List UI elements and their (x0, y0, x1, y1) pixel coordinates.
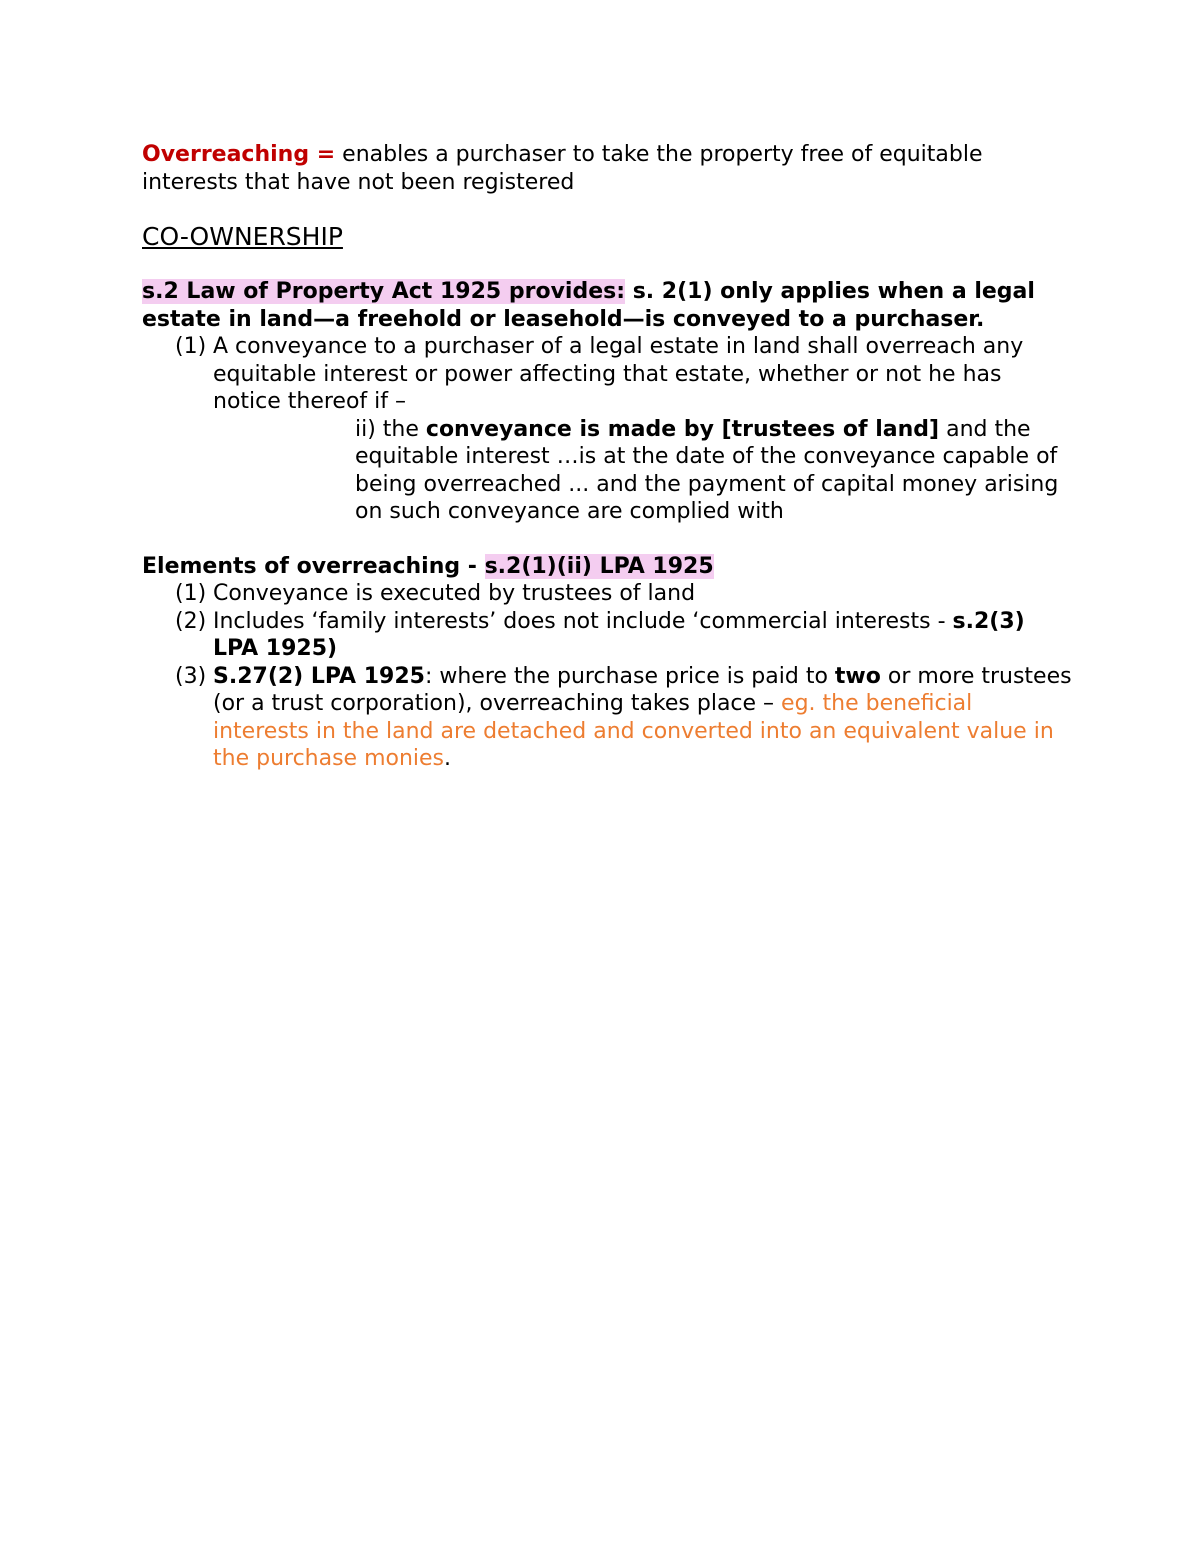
statute-quote-item (142, 333, 1072, 526)
statute-quote-text: A conveyance to a purchaser of a legal estate in land shall overreach any equitable interest or power affecting that estate, whether or not he has notice thereof if – (213, 334, 1024, 414)
element-bold: s.2(3) LPA 1925) (213, 608, 1025, 661)
definition-text: enables a purchaser to take the property free of equitable interests that have not been registered (142, 142, 983, 195)
elements-list (142, 580, 1072, 773)
statute-subclause-ii (213, 416, 1072, 526)
list-marker: (1) (175, 581, 207, 606)
element-text: Conveyance is executed by trustees of land (213, 581, 696, 606)
element-text-continued: or more trustees (or a trust corporation), overreaching takes place – (213, 663, 1072, 716)
elements-title-highlight: s.2(1)(ii) LPA 1925 (484, 553, 714, 579)
element-end: . (444, 746, 452, 771)
list-item (142, 608, 1072, 663)
subclause-rest: and the equitable interest …is at the date of the conveyance capable of being overreached ... and the payment of capital money arising on such conveyance are complied with (355, 416, 1059, 524)
section-heading: CO-OWNERSHIP (142, 222, 343, 251)
element-bold-citation: S.27(2) LPA 1925 (213, 663, 425, 689)
section-2-intro (142, 278, 1072, 333)
document-body (142, 141, 1072, 773)
list-item (142, 580, 1072, 608)
element-example-orange: eg. the beneficial interests in the land are detached and converted into an equivalent value in the purchase monies (213, 691, 1054, 771)
statute-quote-list (142, 333, 1072, 526)
overreaching-definition (142, 141, 1072, 196)
element-text: Includes ‘family interests’ does not include ‘commercial interests - (213, 608, 953, 634)
subclause-prefix: ii) the (355, 416, 426, 442)
element-text: : where the purchase price is paid to (424, 663, 835, 689)
section-2-highlight: s.2 Law of Property Act 1925 provides: (142, 279, 626, 304)
elements-title (142, 553, 1072, 581)
list-marker: (3) (175, 663, 207, 689)
subclause-bold: conveyance is made by [trustees of land] (425, 416, 940, 442)
list-marker: (2) (175, 608, 207, 634)
list-item (142, 663, 1072, 773)
section-2-rest: s. 2(1) only applies when a legal estate in land—a freehold or leasehold—is conveyed to a purchaser. (142, 279, 1035, 332)
definition-term: Overreaching = (142, 142, 336, 167)
list-marker: (1) (175, 334, 207, 359)
elements-title-prefix: Elements of overreaching - (142, 553, 485, 579)
element-bold-two: two (834, 663, 881, 689)
